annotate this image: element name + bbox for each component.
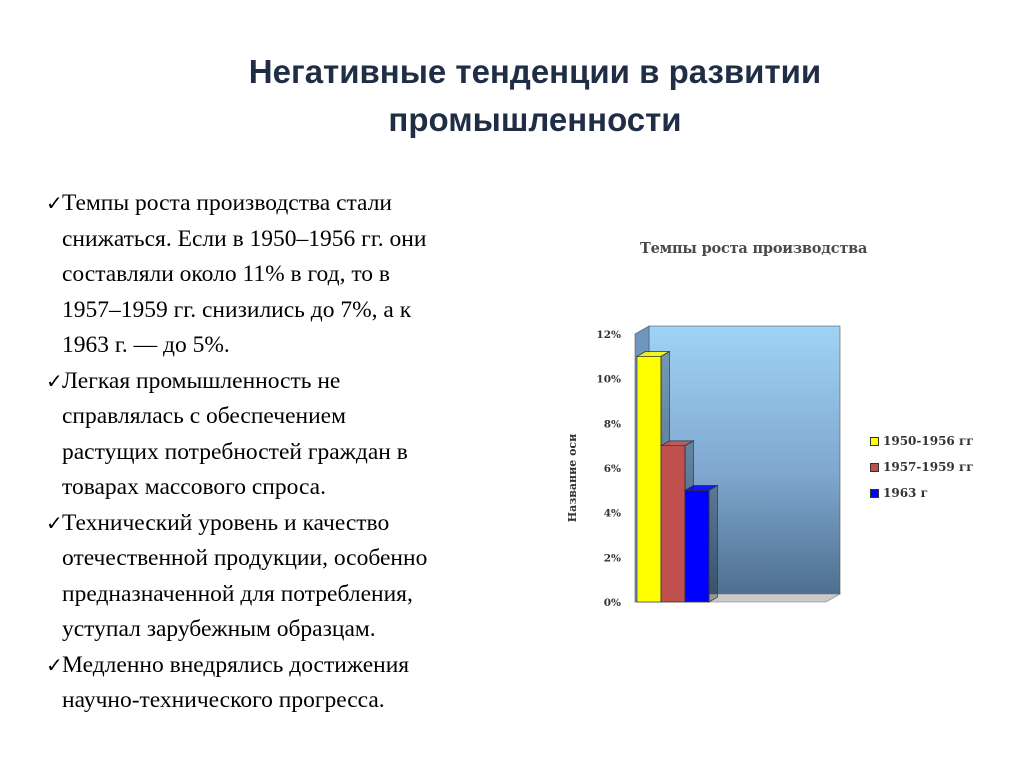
bar-front	[637, 356, 661, 602]
bullet-item	[46, 506, 566, 648]
bullet-line: научно-технического прогресса.	[62, 687, 385, 713]
bullet-line: предназначенной для потребления,	[62, 580, 413, 607]
bullet-line: уступал зарубежным образцам.	[62, 616, 376, 642]
chart-title: Темпы роста производства	[640, 240, 868, 257]
bullet-line: снижаться. Если в 1950–1956 гг. они	[62, 225, 427, 252]
bullet-line: Медленно внедрялись достижения	[62, 651, 410, 678]
y-tick-label: 8%	[603, 418, 621, 431]
legend-swatch	[870, 489, 879, 498]
bullet-line: растущих потребностей граждан в	[62, 438, 408, 465]
bullet-line: Темпы роста производства стали	[62, 190, 392, 216]
legend-item	[870, 480, 974, 506]
bar-front	[685, 490, 709, 602]
bullet-list	[46, 186, 566, 719]
bar-side	[709, 486, 717, 602]
legend-label: 1950-1956 гг	[883, 434, 974, 448]
legend-swatch	[870, 463, 879, 472]
bullet-line: отечественной продукции, особенно	[62, 545, 428, 571]
bullet-line: 1963 г. — до 5%.	[62, 332, 230, 358]
bar-chart	[560, 310, 860, 620]
y-tick-label: 4%	[603, 507, 621, 520]
legend-label: 1957-1959 гг	[883, 460, 974, 474]
legend-label: 1963 г	[883, 486, 928, 500]
chart-legend	[870, 428, 974, 506]
bullet-line: товарах массового спроса.	[62, 474, 326, 500]
y-tick-label: 10%	[596, 373, 621, 386]
checkmark-icon: ✓	[46, 510, 63, 535]
slide-title	[150, 48, 920, 144]
bullet-item	[46, 186, 566, 364]
checkmark-icon: ✓	[46, 368, 63, 393]
bullet-line: справлялась с обеспечением	[62, 403, 346, 429]
y-tick-label: 2%	[603, 552, 621, 565]
title-line-1: Негативные тенденции в развитии	[248, 53, 822, 90]
title-line-2: промышленности	[388, 101, 682, 138]
bar-front	[661, 446, 685, 602]
legend-swatch	[870, 437, 879, 446]
checkmark-icon: ✓	[46, 652, 63, 677]
bullet-item	[46, 364, 566, 506]
legend-item	[870, 454, 974, 480]
checkmark-icon: ✓	[46, 191, 63, 215]
y-tick-label: 6%	[603, 463, 621, 475]
bullet-item	[46, 648, 566, 719]
legend-item	[870, 428, 974, 454]
bullet-line: Легкая промышленность не	[62, 367, 341, 394]
bullet-line: Технический уровень и качество	[62, 509, 390, 536]
y-tick-label: 0%	[603, 597, 621, 609]
bullet-line: 1957–1959 гг. снизились до 7%, а к	[62, 296, 412, 323]
y-axis-title: Название оси	[566, 433, 579, 523]
y-tick-label: 12%	[596, 329, 621, 341]
bullet-line: составляли около 11% в год, то в	[62, 261, 391, 287]
